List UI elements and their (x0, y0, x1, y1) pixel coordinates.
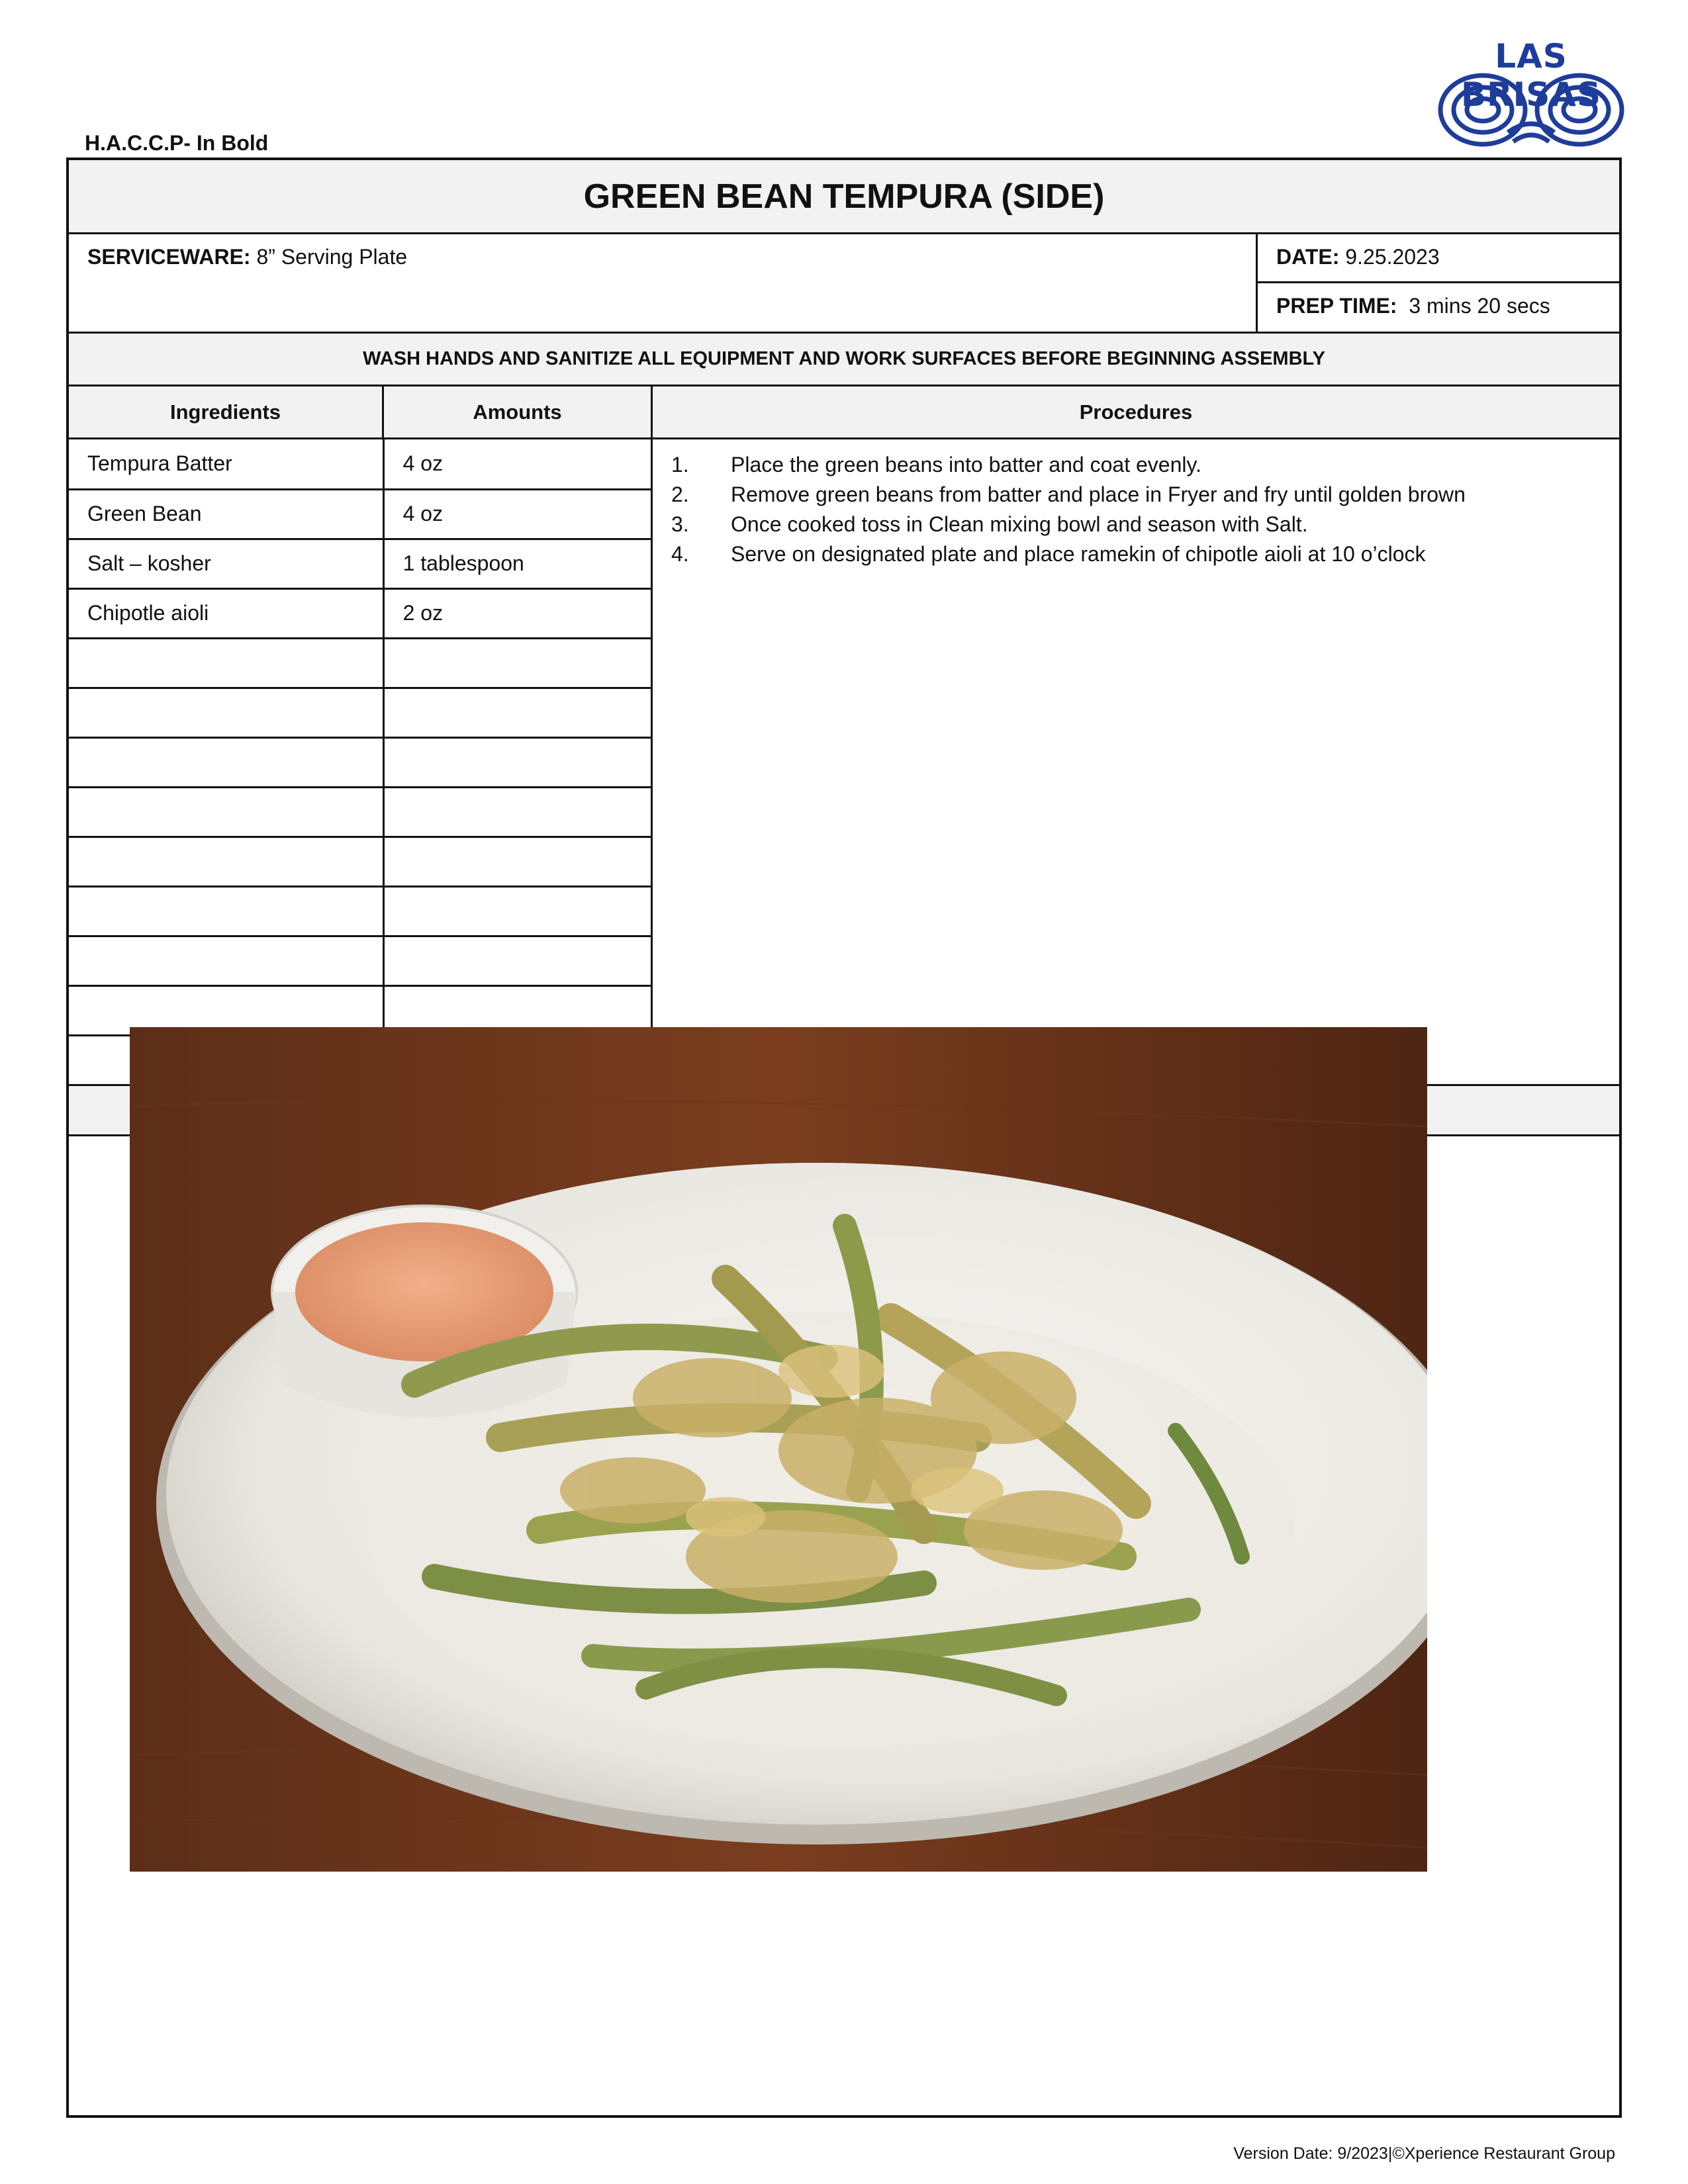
serviceware-cell (69, 234, 1258, 332)
wash-notice: WASH HANDS AND SANITIZE ALL EQUIPMENT AND WORK SURFACES BEFORE BEGINNING ASSEMBLY (69, 334, 1619, 387)
ingredient-name: Green Bean (69, 489, 383, 539)
list-item (671, 539, 1601, 569)
ingredient-name (69, 688, 383, 737)
ingredient-name (69, 886, 383, 936)
amounts-header: Amounts (384, 387, 653, 437)
logo-text: LAS BRISAS (1461, 37, 1601, 114)
table-row (69, 439, 652, 489)
procedures-list (653, 439, 1619, 569)
date-value: 9.25.2023 (1345, 245, 1440, 269)
serviceware-value: 8” Serving Plate (256, 245, 408, 269)
table-row (69, 688, 652, 737)
date-cell (1258, 234, 1619, 283)
procedure-number: 1. (671, 453, 689, 477)
procedure-number: 3. (671, 512, 689, 536)
procedure-number: 4. (671, 542, 689, 566)
table-row (69, 936, 652, 985)
ingredient-name (69, 837, 383, 886)
list-item (671, 480, 1601, 510)
ingredient-amount: 4 oz (383, 489, 651, 539)
ingredient-amount: 2 oz (383, 588, 651, 638)
ingredient-name: Chipotle aioli (69, 588, 383, 638)
table-row (69, 489, 652, 539)
list-item (671, 450, 1601, 480)
procedure-text: Remove green beans from batter and place in Fryer and fry until golden brown (731, 482, 1466, 506)
recipe-grid (69, 439, 1619, 1086)
ingredients-table (69, 439, 653, 1085)
ingredient-amount (383, 886, 651, 936)
procedure-text: Once cooked toss in Clean mixing bowl and season with Salt. (731, 512, 1308, 536)
table-row (69, 539, 652, 588)
ingredient-amount (383, 936, 651, 985)
table-row (69, 837, 652, 886)
table-row (69, 737, 652, 787)
prep-time-label: PREP TIME: (1276, 294, 1397, 318)
procedure-text: Place the green beans into batter and coat evenly. (731, 453, 1201, 477)
ingredient-name (69, 787, 383, 837)
table-row (69, 588, 652, 638)
list-item (671, 510, 1601, 539)
ingredient-amount (383, 837, 651, 886)
wave-logo-icon (1435, 69, 1627, 151)
table-header (69, 387, 1619, 439)
ingredient-name (69, 737, 383, 787)
procedures-header: Procedures (1079, 400, 1193, 424)
ingredient-amount (383, 638, 651, 688)
procedure-text: Serve on designated plate and place ramekin of chipotle aioli at 10 o’clock (731, 542, 1426, 566)
dish-photo (130, 1027, 1427, 1872)
info-row (69, 234, 1619, 334)
serviceware-label: SERVICEWARE: (87, 245, 251, 269)
version-footer: Version Date: 9/2023|©Xperience Restaurant Group (1233, 2144, 1615, 2163)
ingredient-name (69, 638, 383, 688)
recipe-title: GREEN BEAN TEMPURA (SIDE) (69, 160, 1619, 234)
prep-time-value: 3 mins 20 secs (1409, 294, 1550, 318)
haccp-note: H.A.C.C.P- In Bold (85, 131, 269, 155)
table-row (69, 886, 652, 936)
ingredients-header: Ingredients (69, 387, 384, 437)
prep-time-cell (1258, 283, 1619, 334)
ingredient-amount (383, 737, 651, 787)
ingredient-name (69, 936, 383, 985)
procedure-number: 2. (671, 482, 689, 506)
ingredient-name: Salt – kosher (69, 539, 383, 588)
ingredient-amount: 4 oz (383, 439, 651, 489)
ingredient-amount (383, 787, 651, 837)
table-row (69, 787, 652, 837)
ingredient-amount: 1 tablespoon (383, 539, 651, 588)
table-row (69, 638, 652, 688)
ingredient-name: Tempura Batter (69, 439, 383, 489)
date-label: DATE: (1276, 245, 1340, 269)
las-brisas-logo (1435, 37, 1627, 151)
ingredient-amount (383, 688, 651, 737)
